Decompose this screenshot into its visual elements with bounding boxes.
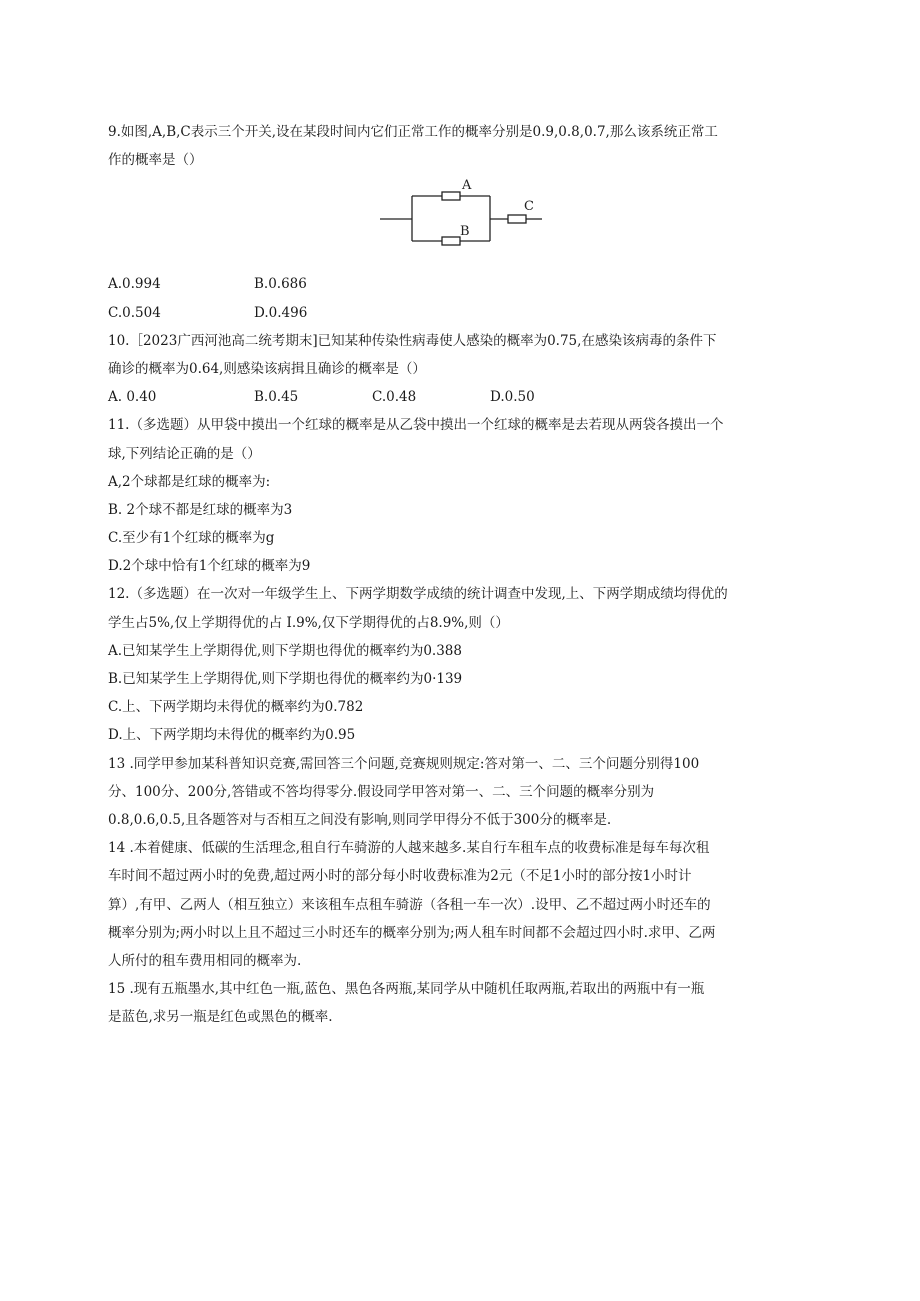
q12-line-2: 学生占5%,仅上学期得优的占 I.9%,仅下学期得优的占8.9%,则（） (108, 614, 509, 631)
q9-option-c: C.0.504 (108, 304, 161, 321)
q9-options-row-2 (108, 299, 828, 327)
q12-option-a: A.已知某学生上学期得优,则下学期也得优的概率约为0.388 (108, 642, 462, 659)
q10-line-1: 10.［2023广西河池高二统考期末]已知某种传染性病毒使人感染的概率为0.75,在感染该病毒的条件下 (108, 332, 717, 349)
worksheet (108, 118, 828, 1031)
q10-option-a: A. 0.40 (108, 389, 157, 406)
q12-option-c: C.上、下两学期均未得优的概率约为0.782 (108, 699, 364, 716)
q9-line-2: 作的概率是（） (108, 152, 203, 169)
q10-option-b: B.0.45 (254, 389, 299, 406)
q11-option-b: B. 2个球不都是红球的概率为3 (108, 501, 293, 518)
q11-option-d: D.2个球中恰有1个红球的概率为9 (108, 558, 311, 575)
q14-line-5: 人所付的租车费用相同的概率为. (108, 952, 302, 969)
q13-line-3: 0.8,0.6,0.5,且各题答对与否相互之间没有影响,则同学甲得分不低于300分的概率是. (108, 811, 612, 828)
q13-line-1: 13 .同学甲参加某科普知识竞赛,需回答三个问题,竞赛规则规定:答对第一、二、三个问题分别得100 (108, 755, 700, 772)
label-c: C (524, 199, 534, 215)
label-a: A (462, 178, 472, 194)
q9-option-d: D.0.496 (254, 304, 308, 321)
q11-option-a: A,2个球都是红球的概率为: (108, 473, 271, 490)
q10-options (108, 383, 828, 411)
q11-line-2: 球,下列结论正确的是（） (108, 445, 261, 462)
q15-line-1: 15 .现有五瓶墨水,其中红色一瓶,蓝色、黑色各两瓶,某同学从中随机任取两瓶,若取出的两瓶中有一瓶 (108, 981, 705, 998)
switch-a (442, 192, 460, 200)
switch-c (508, 215, 526, 223)
switch-b (442, 237, 460, 245)
q9-options-row-1 (108, 270, 828, 298)
q9-option-b: B.0.686 (254, 276, 307, 293)
q14-line-1: 14 .本着健康、低碳的生活理念,租自行车骑游的人越来越多.某自行车租车点的收费标准是每车每次租 (108, 840, 710, 857)
q12-option-d: D.上、下两学期均未得优的概率约为0.95 (108, 727, 356, 744)
circuit-diagram (108, 174, 828, 270)
q10-option-c: C.0.48 (372, 389, 417, 406)
q9-line-1: 9.如图,A,B,C表示三个开关,设在某段时间内它们正常工作的概率分别是0.9,0.8,0.7,那么该系统正常工 (108, 124, 718, 140)
q11-line-1: 11.（多选题）从甲袋中摸出一个红球的概率是从乙袋中摸出一个红球的概率是去若现从两袋各摸出一个 (108, 417, 724, 434)
q15-line-2: 是蓝色,求另一瓶是红色或黑色的概率. (108, 1009, 333, 1026)
q10-line-2: 确诊的概率为0.64,则感染该病揖且确诊的概率是（） (108, 360, 426, 377)
q9-option-a: A.0.994 (108, 276, 161, 293)
q14-line-2: 车时间不超过两小时的免费,超过两小时的部分每小时收费标准为2元（不足1小时的部分按1小时计 (108, 868, 692, 885)
q14-line-3: 算）,有甲、乙两人（相互独立）来该租车点租车骑游（各租一车一次）.设甲、乙不超过两小时还车的 (108, 896, 711, 913)
label-b: B (460, 224, 470, 240)
q12-option-b: B.已知某学生上学期得优,则下学期也得优的概率约为0·139 (108, 671, 463, 687)
q13-line-2: 分、100分、200分,答错或不答均得零分.假设同学甲答对第一、二、三个问题的概率分别为 (108, 783, 655, 800)
q14-line-4: 概率分别为;两小时以上且不超过三小时还车的概率分别为;两人租车时间都不会超过四小时.求甲、乙两 (108, 924, 716, 941)
q12-line-1: 12.（多选题）在一次对一年级学生上、下两学期数学成绩的统计调查中发现,上、下两学期成绩均得优的 (108, 586, 728, 603)
circuit-diagram-svg (380, 174, 550, 256)
q10-option-d: D.0.50 (490, 389, 535, 406)
q11-option-c: C.至少有1个红球的概率为g (108, 530, 275, 547)
